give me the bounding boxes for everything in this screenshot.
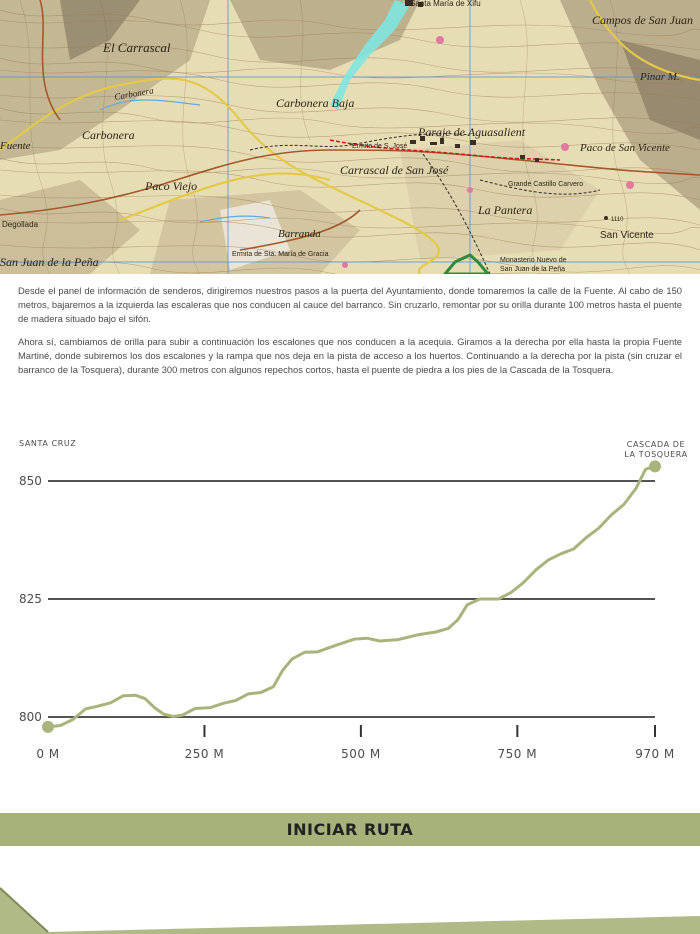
map-label: La Pantera <box>478 203 533 217</box>
map-label: Paco de San Vicente <box>580 142 670 154</box>
map-label: Carbonera <box>113 85 155 102</box>
map-label: Grande Castillo Carvero <box>508 181 584 188</box>
map-label: Santa María de Xifu <box>410 0 481 8</box>
elevation-profile-chart <box>0 430 700 770</box>
end-point-marker <box>649 460 661 472</box>
start-route-button[interactable] <box>0 813 700 846</box>
description-paragraph: Desde el panel de información de senderos, dirigiremos nuestros pasos a la puerta del Ayuntamiento, donde tomaremos la calle de la Fuente. Al cabo de 150 metros, bajaremos a la izquierda las escaleras que nos conducen al cauce del barranco. Sin cruzarlo, remontar por su orilla durante 100 metros hasta el puente de madera situado bajo el sifón. <box>18 285 682 325</box>
map-label: Degollada <box>2 220 39 229</box>
map-label: San Vicente <box>600 230 654 241</box>
x-tick-label: 970 M <box>635 747 675 761</box>
map-label: Barranda <box>278 228 321 240</box>
map-label: Carbonera Baja <box>276 96 355 110</box>
elevation-profile-line <box>48 466 655 727</box>
map-label: Paco Viejo <box>145 179 198 193</box>
map-label: Paraje de Aguasalient <box>418 125 526 139</box>
map-label: Campos de San Juan <box>592 13 693 27</box>
y-tick-label: 825 <box>19 592 42 606</box>
start-point-marker <box>42 721 54 733</box>
footer-decoration <box>0 880 700 934</box>
map-label: Ermita de Sta. María de Gracia <box>232 251 329 258</box>
x-tick-label: 750 M <box>497 747 538 761</box>
map-label: Monasterio Nuevo de <box>500 257 567 264</box>
end-point-label: LA TOSQUERA <box>624 450 688 459</box>
y-tick-label: 800 <box>19 710 42 724</box>
start-route-label: INICIAR RUTA <box>286 820 414 839</box>
start-point-label: SANTA CRUZ <box>19 439 77 448</box>
map-label: El Carrascal <box>103 40 171 55</box>
map-label: Carrascal de San José <box>340 163 449 177</box>
map-label: Fuente <box>0 140 31 152</box>
map-graphic <box>0 0 700 274</box>
end-point-label: CASCADA DE <box>626 440 686 449</box>
map-label: Pinar M. <box>640 71 680 83</box>
x-tick-label: 0 M <box>36 747 60 761</box>
map-label: 1110 <box>611 217 624 223</box>
y-tick-label: 850 <box>19 474 42 488</box>
map-label: San Juan de la Peña <box>0 255 99 269</box>
map-label: Carbonera <box>82 128 135 142</box>
description-paragraph: Ahora sí, cambiamos de orilla para subir a continuación los escalones que nos conducen a la acequia. Giramos a la derecha por ella hasta la propia Fuente Martiné, donde subiremos los dos escalones y la rampa que nos deja en la pista de acceso a los huertos. Continuando a la derecha por la pista (sin cruzar el barranco de la Tosquera), durante 300 metros con algunos repechos cortos, hasta el puente de piedra a los pies de la Cascada de la Tosquera. <box>18 335 682 376</box>
x-tick-label: 250 M <box>184 747 225 761</box>
x-tick-label: 500 M <box>341 747 381 761</box>
map-label: San Juan de la Peña <box>500 266 565 273</box>
elevation-profile-svg <box>0 430 700 770</box>
route-description <box>18 284 682 385</box>
topographic-map <box>0 0 700 274</box>
map-label: Ermita de S. José <box>352 143 408 150</box>
